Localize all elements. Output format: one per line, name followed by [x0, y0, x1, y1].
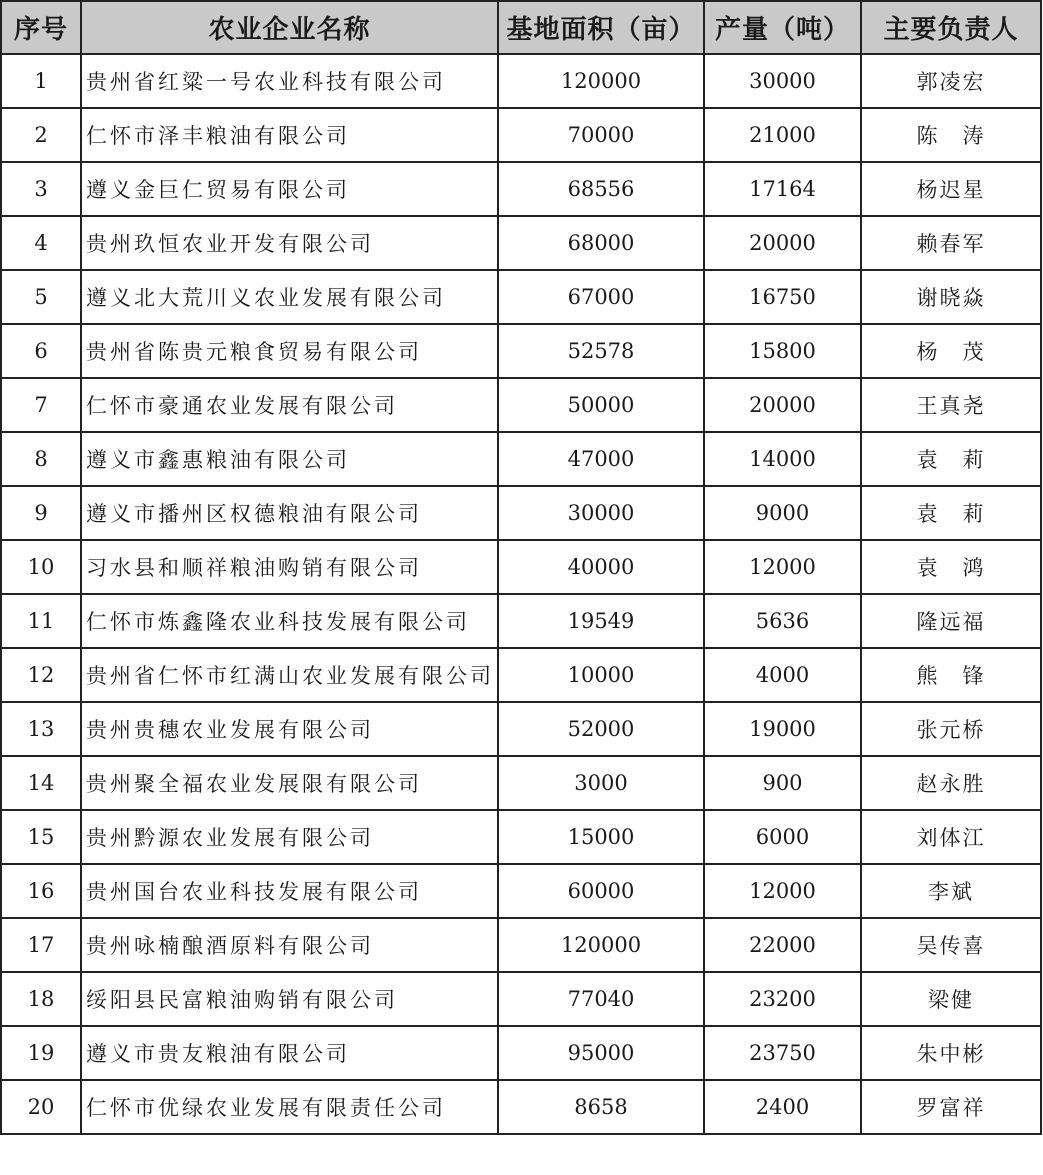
cell-base-area[interactable]: 95000	[498, 1026, 704, 1080]
cell-base-area[interactable]: 52000	[498, 702, 704, 756]
cell-output[interactable]: 9000	[704, 486, 861, 540]
cell-base-area[interactable]: 60000	[498, 864, 704, 918]
cell-base-area[interactable]: 52578	[498, 324, 704, 378]
cell-base-area[interactable]: 19549	[498, 594, 704, 648]
cell-responsible-person[interactable]: 吴传喜	[861, 918, 1041, 972]
cell-output[interactable]: 19000	[704, 702, 861, 756]
table-row	[1, 108, 1041, 162]
table-row	[1, 486, 1041, 540]
cell-output[interactable]: 17164	[704, 162, 861, 216]
cell-company-name[interactable]: 习水县和顺祥粮油购销有限公司	[81, 540, 498, 594]
cell-output[interactable]: 23750	[704, 1026, 861, 1080]
table-row	[1, 594, 1041, 648]
cell-responsible-person[interactable]: 袁 莉	[861, 432, 1041, 486]
table-row	[1, 810, 1041, 864]
cell-output[interactable]: 14000	[704, 432, 861, 486]
cell-base-area[interactable]: 77040	[498, 972, 704, 1026]
cell-base-area[interactable]: 120000	[498, 918, 704, 972]
cell-responsible-person[interactable]: 李斌	[861, 864, 1041, 918]
cell-serial-number[interactable]: 10	[1, 540, 81, 594]
cell-company-name[interactable]: 绥阳县民富粮油购销有限公司	[81, 972, 498, 1026]
header-row	[1, 1, 1041, 54]
header-output[interactable]: 产量（吨）	[704, 1, 861, 54]
cell-company-name[interactable]: 贵州国台农业科技发展有限公司	[81, 864, 498, 918]
cell-base-area[interactable]: 68000	[498, 216, 704, 270]
cell-output[interactable]: 20000	[704, 216, 861, 270]
table-row	[1, 270, 1041, 324]
header-responsible-person[interactable]: 主要负责人	[861, 1, 1041, 54]
cell-serial-number[interactable]: 8	[1, 432, 81, 486]
cell-output[interactable]: 22000	[704, 918, 861, 972]
cell-serial-number[interactable]: 16	[1, 864, 81, 918]
table-row	[1, 378, 1041, 432]
table-row	[1, 54, 1041, 108]
cell-serial-number[interactable]: 7	[1, 378, 81, 432]
cell-serial-number[interactable]: 14	[1, 756, 81, 810]
cell-base-area[interactable]: 10000	[498, 648, 704, 702]
cell-company-name[interactable]: 贵州黔源农业发展有限公司	[81, 810, 498, 864]
cell-responsible-person[interactable]: 熊 锋	[861, 648, 1041, 702]
cell-base-area[interactable]: 70000	[498, 108, 704, 162]
cell-base-area[interactable]: 50000	[498, 378, 704, 432]
cell-responsible-person[interactable]: 隆远福	[861, 594, 1041, 648]
header-serial-number[interactable]: 序号	[1, 1, 81, 54]
cell-company-name[interactable]: 贵州咏楠酿酒原料有限公司	[81, 918, 498, 972]
cell-company-name[interactable]: 贵州省仁怀市红满山农业发展有限公司	[81, 648, 498, 702]
cell-serial-number[interactable]: 1	[1, 54, 81, 108]
cell-company-name[interactable]: 遵义金巨仁贸易有限公司	[81, 162, 498, 216]
cell-responsible-person[interactable]: 陈 涛	[861, 108, 1041, 162]
cell-output[interactable]: 20000	[704, 378, 861, 432]
cell-company-name[interactable]: 仁怀市炼鑫隆农业科技发展有限公司	[81, 594, 498, 648]
cell-base-area[interactable]: 68556	[498, 162, 704, 216]
table-row	[1, 216, 1041, 270]
cell-company-name[interactable]: 遵义市贵友粮油有限公司	[81, 1026, 498, 1080]
cell-serial-number[interactable]: 5	[1, 270, 81, 324]
cell-responsible-person[interactable]: 赖春军	[861, 216, 1041, 270]
table-row	[1, 162, 1041, 216]
cell-output[interactable]: 900	[704, 756, 861, 810]
cell-responsible-person[interactable]: 梁健	[861, 972, 1041, 1026]
cell-output[interactable]: 4000	[704, 648, 861, 702]
cell-company-name[interactable]: 贵州贵穗农业发展有限公司	[81, 702, 498, 756]
cell-company-name[interactable]: 遵义市鑫惠粮油有限公司	[81, 432, 498, 486]
cell-company-name[interactable]: 贵州省陈贵元粮食贸易有限公司	[81, 324, 498, 378]
cell-company-name[interactable]: 仁怀市泽丰粮油有限公司	[81, 108, 498, 162]
cell-responsible-person[interactable]: 杨 茂	[861, 324, 1041, 378]
table-row	[1, 864, 1041, 918]
cell-output[interactable]: 30000	[704, 54, 861, 108]
cell-responsible-person[interactable]: 郭凌宏	[861, 54, 1041, 108]
table-row	[1, 324, 1041, 378]
cell-serial-number[interactable]: 4	[1, 216, 81, 270]
cell-output[interactable]: 12000	[704, 864, 861, 918]
cell-output[interactable]: 5636	[704, 594, 861, 648]
cell-serial-number[interactable]: 13	[1, 702, 81, 756]
cell-serial-number[interactable]: 3	[1, 162, 81, 216]
cell-responsible-person[interactable]: 赵永胜	[861, 756, 1041, 810]
cell-base-area[interactable]: 30000	[498, 486, 704, 540]
cell-serial-number[interactable]: 20	[1, 1080, 81, 1134]
table-body	[1, 54, 1041, 1134]
cell-company-name[interactable]: 贵州省红粱一号农业科技有限公司	[81, 54, 498, 108]
table-row	[1, 648, 1041, 702]
cell-responsible-person[interactable]: 张元桥	[861, 702, 1041, 756]
cell-responsible-person[interactable]: 朱中彬	[861, 1026, 1041, 1080]
cell-company-name[interactable]: 贵州玖恒农业开发有限公司	[81, 216, 498, 270]
cell-responsible-person[interactable]: 袁 鸿	[861, 540, 1041, 594]
table-row	[1, 432, 1041, 486]
header-base-area[interactable]: 基地面积（亩）	[498, 1, 704, 54]
cell-company-name[interactable]: 遵义北大荒川义农业发展有限公司	[81, 270, 498, 324]
cell-serial-number[interactable]: 9	[1, 486, 81, 540]
cell-serial-number[interactable]: 18	[1, 972, 81, 1026]
cell-output[interactable]: 6000	[704, 810, 861, 864]
table-row	[1, 702, 1041, 756]
cell-serial-number[interactable]: 12	[1, 648, 81, 702]
cell-base-area[interactable]: 8658	[498, 1080, 704, 1134]
table-row	[1, 1026, 1041, 1080]
cell-serial-number[interactable]: 2	[1, 108, 81, 162]
cell-output[interactable]: 12000	[704, 540, 861, 594]
cell-responsible-person[interactable]: 袁 莉	[861, 486, 1041, 540]
table-row	[1, 972, 1041, 1026]
cell-responsible-person[interactable]: 谢晓焱	[861, 270, 1041, 324]
cell-responsible-person[interactable]: 王真尧	[861, 378, 1041, 432]
cell-serial-number[interactable]: 15	[1, 810, 81, 864]
cell-base-area[interactable]: 3000	[498, 756, 704, 810]
cell-base-area[interactable]: 47000	[498, 432, 704, 486]
header-company-name[interactable]: 农业企业名称	[81, 1, 498, 54]
cell-output[interactable]: 23200	[704, 972, 861, 1026]
cell-company-name[interactable]: 仁怀市优绿农业发展有限责任公司	[81, 1080, 498, 1134]
cell-serial-number[interactable]: 6	[1, 324, 81, 378]
cell-output[interactable]: 21000	[704, 108, 861, 162]
cell-base-area[interactable]: 40000	[498, 540, 704, 594]
cell-serial-number[interactable]: 17	[1, 918, 81, 972]
cell-output[interactable]: 2400	[704, 1080, 861, 1134]
table-row	[1, 540, 1041, 594]
cell-company-name[interactable]: 遵义市播州区权德粮油有限公司	[81, 486, 498, 540]
cell-base-area[interactable]: 67000	[498, 270, 704, 324]
cell-responsible-person[interactable]: 杨迟星	[861, 162, 1041, 216]
table-row	[1, 1080, 1041, 1134]
cell-company-name[interactable]: 仁怀市豪通农业发展有限公司	[81, 378, 498, 432]
cell-serial-number[interactable]: 19	[1, 1026, 81, 1080]
cell-base-area[interactable]: 15000	[498, 810, 704, 864]
cell-base-area[interactable]: 120000	[498, 54, 704, 108]
cell-output[interactable]: 15800	[704, 324, 861, 378]
cell-responsible-person[interactable]: 罗富祥	[861, 1080, 1041, 1134]
cell-output[interactable]: 16750	[704, 270, 861, 324]
table-row	[1, 918, 1041, 972]
cell-company-name[interactable]: 贵州聚全福农业发展限有限公司	[81, 756, 498, 810]
cell-serial-number[interactable]: 11	[1, 594, 81, 648]
table-row	[1, 756, 1041, 810]
cell-responsible-person[interactable]: 刘体江	[861, 810, 1041, 864]
table-header	[1, 1, 1041, 54]
